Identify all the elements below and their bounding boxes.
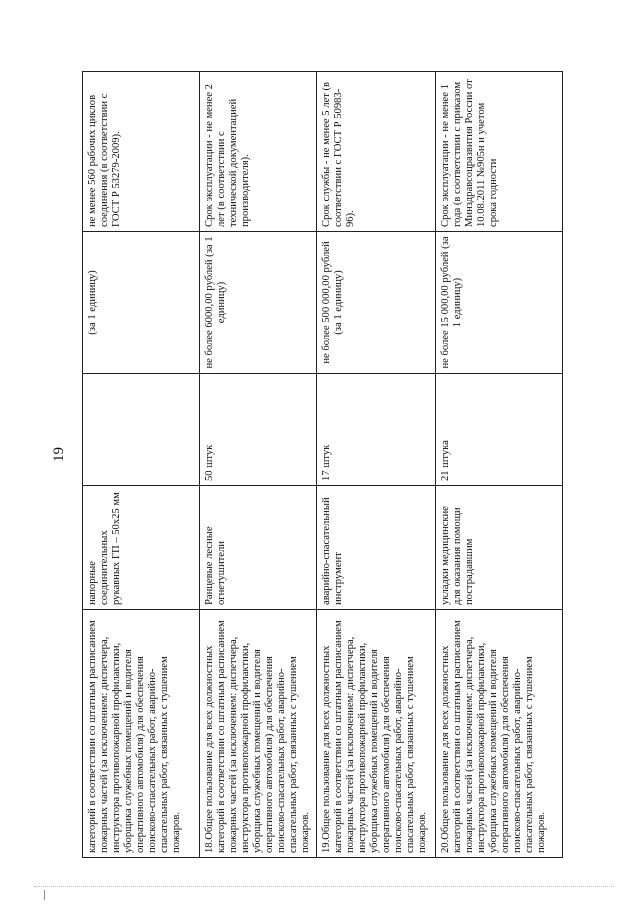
table-row — [317, 72, 436, 858]
item-cell: укладки медицинские для оказания помощи пострадавшим — [436, 486, 563, 610]
quantity-cell: 50 штук — [200, 374, 317, 486]
price-cell: не более 15 000,00 рублей (за 1 единицу) — [436, 232, 563, 374]
price-cell: не более 500 000,00 рублей (за 1 единицу) — [317, 232, 436, 374]
table-row — [436, 72, 563, 858]
description-cell: 18.Общее пользование для всех должностных категорий в соответствии со штатным расписанием пожарных частей (за исключением: диспетчера, инструктора противопожарной профилактики, уборщика служебных помещений и водителя оперативного автомобиля) для обеспечения поисково-спасательных работ, аварийно-спасательных работ, связанных с тушением пожаров. — [200, 610, 317, 858]
item-cell: напорные соединительных рукавных ГП – 50х25 мм — [83, 486, 200, 610]
requirements-table — [82, 71, 563, 858]
rotated-table-container — [82, 72, 547, 858]
scan-mark — [44, 890, 45, 900]
quantity-cell: 21 штука — [436, 374, 563, 486]
requirements-cell: Срок службы - не менее 5 лет (в соответствии с ГОСТ Р 50983-96). — [317, 72, 436, 232]
requirements-cell: Срок эксплуатации - не менее 1 года (в соответствии с приказом Минздравсоцразвития России от 10.08.2011 №905н и учетом срока годности — [436, 72, 563, 232]
requirements-cell: Срок эксплуатации - не менее 2 лет (в соответствии с технической документацией производителя). — [200, 72, 317, 232]
price-cell: (за 1 единицу) — [83, 232, 200, 374]
table-row — [200, 72, 317, 858]
quantity-cell — [83, 374, 200, 486]
quantity-cell: 17 штук — [317, 374, 436, 486]
price-cell: не более 6000,00 рублей (за 1 единицу) — [200, 232, 317, 374]
page-number: 19 — [51, 447, 67, 462]
item-cell: Ранцевые лесные огнетушители — [200, 486, 317, 610]
table-row — [83, 72, 200, 858]
requirements-cell: не менее 560 рабочих циклов соединения (в соответствии с ГОСТ Р 53279-2009). — [83, 72, 200, 232]
description-cell: 20.Общее пользование для всех должностных категорий в соответствии со штатным расписанием пожарных частей (за исключением: диспетчера, инструктора противопожарной профилактики, уборщика служебных помещений и водителя оперативного автомобиля) для обеспечения поисково-спасательных работ, аварийно-спасательных работ, связанных с тушением пожаров. — [436, 610, 563, 858]
item-cell: аварийно-спасательный инструмент — [317, 486, 436, 610]
description-cell: 19.Общее пользование для всех должностных категорий в соответствии со штатным расписанием пожарных частей (за исключением: диспетчера, инструктора противопожарной профилактики, уборщика служебных помещений и водителя оперативного автомобиля) для обеспечения поисково-спасательных работ, аварийно-спасательных работ, связанных с тушением пожаров. — [317, 610, 436, 858]
description-cell: категорий в соответствии со штатным расписанием пожарных частей (за исключением: диспетчера, инструктора противопожарной профилактики, уборщика служебных помещений и водителя оперативного автомобиля) для обеспечения поисково-спасательных работ, аварийно-спасательных работ, связанных с тушением пожаров. — [83, 610, 200, 858]
footer-divider — [34, 886, 614, 887]
